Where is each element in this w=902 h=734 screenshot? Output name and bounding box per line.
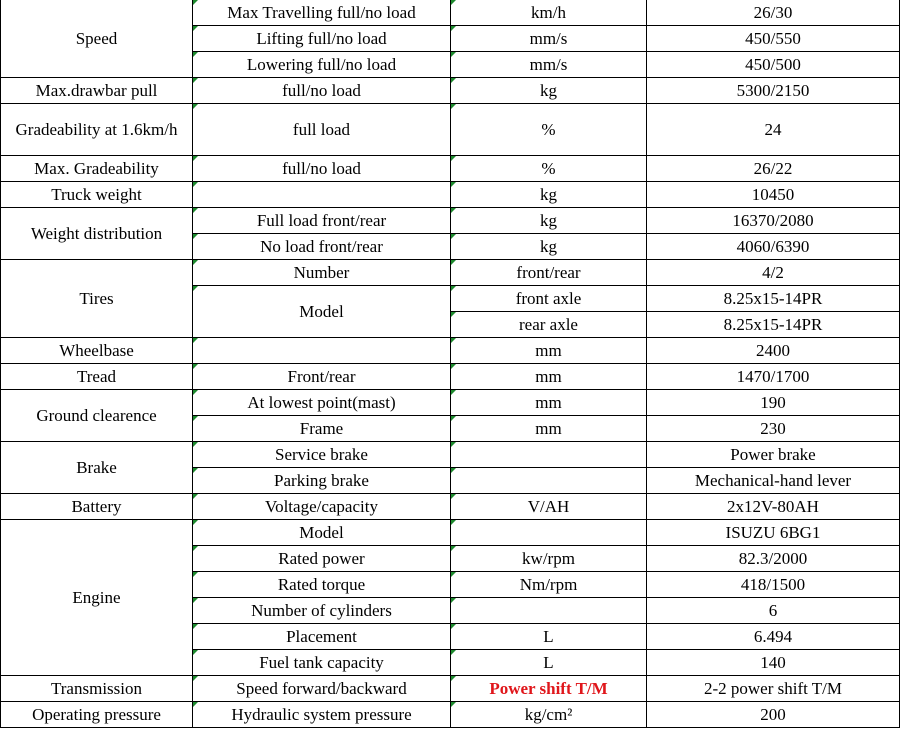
value-cell: 1470/1700 — [647, 364, 900, 390]
unit-cell: mm/s — [451, 52, 647, 78]
condition-cell: Frame — [193, 416, 451, 442]
cell-marker-icon — [193, 650, 198, 655]
condition-cell: Model — [193, 286, 451, 338]
cell-marker-icon — [451, 286, 456, 291]
row-label-tires: Tires — [1, 260, 193, 338]
cell-marker-icon — [451, 78, 456, 83]
value-cell: 2400 — [647, 338, 900, 364]
cell-marker-icon — [193, 26, 198, 31]
cell-marker-icon — [193, 0, 198, 5]
table-row — [1, 390, 900, 416]
value-cell: 450/550 — [647, 26, 900, 52]
condition-cell: Lifting full/no load — [193, 26, 451, 52]
unit-cell: L — [451, 650, 647, 676]
highlight-cell: Power shift T/M — [451, 676, 647, 702]
unit-cell: front axle — [451, 286, 647, 312]
unit-cell: L — [451, 624, 647, 650]
cell-marker-icon — [451, 104, 456, 109]
row-label-gradeability: Gradeability at 1.6km/h — [1, 104, 193, 156]
table-row — [1, 520, 900, 546]
cell-marker-icon — [193, 286, 198, 291]
row-label-truck-weight: Truck weight — [1, 182, 193, 208]
cell-marker-icon — [451, 208, 456, 213]
value-cell: 6 — [647, 598, 900, 624]
cell-marker-icon — [193, 624, 198, 629]
unit-cell — [451, 520, 647, 546]
condition-cell: full/no load — [193, 156, 451, 182]
cell-marker-icon — [193, 416, 198, 421]
cell-marker-icon — [451, 0, 456, 5]
condition-cell: Hydraulic system pressure — [193, 702, 451, 728]
cell-marker-icon — [193, 364, 198, 369]
table-row — [1, 494, 900, 520]
value-cell: 26/30 — [647, 0, 900, 26]
value-cell: 190 — [647, 390, 900, 416]
cell-marker-icon — [451, 598, 456, 603]
table-row — [1, 78, 900, 104]
cell-marker-icon — [193, 676, 198, 681]
condition-cell: Full load front/rear — [193, 208, 451, 234]
table-row — [1, 260, 900, 286]
unit-cell: kg — [451, 208, 647, 234]
unit-cell: front/rear — [451, 260, 647, 286]
condition-cell: Rated torque — [193, 572, 451, 598]
table-row — [1, 182, 900, 208]
value-cell: 26/22 — [647, 156, 900, 182]
condition-cell — [193, 338, 451, 364]
condition-cell: Voltage/capacity — [193, 494, 451, 520]
unit-cell: % — [451, 104, 647, 156]
cell-marker-icon — [451, 442, 456, 447]
unit-cell: rear axle — [451, 312, 647, 338]
value-cell: 2x12V-80AH — [647, 494, 900, 520]
condition-cell: Placement — [193, 624, 451, 650]
cell-marker-icon — [451, 52, 456, 57]
value-cell: 16370/2080 — [647, 208, 900, 234]
row-label-wheelbase: Wheelbase — [1, 338, 193, 364]
cell-marker-icon — [193, 702, 198, 707]
condition-cell: Rated power — [193, 546, 451, 572]
condition-cell: Lowering full/no load — [193, 52, 451, 78]
cell-marker-icon — [193, 156, 198, 161]
row-label-max-gradeability: Max. Gradeability — [1, 156, 193, 182]
cell-marker-icon — [193, 234, 198, 239]
cell-marker-icon — [193, 104, 198, 109]
cell-marker-icon — [451, 650, 456, 655]
cell-marker-icon — [193, 442, 198, 447]
unit-cell — [451, 442, 647, 468]
cell-marker-icon — [193, 260, 198, 265]
row-label-operating-pressure: Operating pressure — [1, 702, 193, 728]
value-cell: 2-2 power shift T/M — [647, 676, 900, 702]
unit-cell: kw/rpm — [451, 546, 647, 572]
condition-cell: Number — [193, 260, 451, 286]
cell-marker-icon — [451, 338, 456, 343]
value-cell: Power brake — [647, 442, 900, 468]
condition-cell: full/no load — [193, 78, 451, 104]
cell-marker-icon — [451, 182, 456, 187]
row-label-tread: Tread — [1, 364, 193, 390]
cell-marker-icon — [193, 52, 198, 57]
value-cell: 418/1500 — [647, 572, 900, 598]
unit-cell — [451, 468, 647, 494]
cell-marker-icon — [451, 416, 456, 421]
value-cell: 8.25x15-14PR — [647, 286, 900, 312]
unit-cell: kg — [451, 234, 647, 260]
cell-marker-icon — [193, 598, 198, 603]
unit-cell: % — [451, 156, 647, 182]
unit-cell: Nm/rpm — [451, 572, 647, 598]
unit-cell: V/AH — [451, 494, 647, 520]
cell-marker-icon — [451, 572, 456, 577]
condition-cell: Model — [193, 520, 451, 546]
row-label-ground-clearence: Ground clearence — [1, 390, 193, 442]
condition-cell: Number of cylinders — [193, 598, 451, 624]
table-row — [1, 104, 900, 156]
cell-marker-icon — [451, 494, 456, 499]
row-label-engine: Engine — [1, 520, 193, 676]
value-cell: 4060/6390 — [647, 234, 900, 260]
value-cell: 200 — [647, 702, 900, 728]
value-cell: 8.25x15-14PR — [647, 312, 900, 338]
row-label-drawbar-pull: Max.drawbar pull — [1, 78, 193, 104]
cell-marker-icon — [193, 572, 198, 577]
value-cell: 6.494 — [647, 624, 900, 650]
condition-cell: Speed forward/backward — [193, 676, 451, 702]
row-label-speed: Speed — [1, 0, 193, 78]
value-cell: 10450 — [647, 182, 900, 208]
condition-cell: Service brake — [193, 442, 451, 468]
condition-cell: At lowest point(mast) — [193, 390, 451, 416]
unit-cell: mm — [451, 364, 647, 390]
value-cell: 4/2 — [647, 260, 900, 286]
unit-cell — [451, 598, 647, 624]
value-cell: 140 — [647, 650, 900, 676]
cell-marker-icon — [193, 390, 198, 395]
value-cell: Mechanical-hand lever — [647, 468, 900, 494]
cell-marker-icon — [193, 182, 198, 187]
cell-marker-icon — [193, 338, 198, 343]
cell-marker-icon — [451, 468, 456, 473]
table-row — [1, 156, 900, 182]
cell-marker-icon — [451, 260, 456, 265]
cell-marker-icon — [451, 702, 456, 707]
cell-marker-icon — [193, 468, 198, 473]
unit-cell: mm — [451, 390, 647, 416]
row-label-brake: Brake — [1, 442, 193, 494]
row-label-weight-distribution: Weight distribution — [1, 208, 193, 260]
unit-cell: mm — [451, 416, 647, 442]
unit-cell: mm — [451, 338, 647, 364]
cell-marker-icon — [451, 312, 456, 317]
row-label-battery: Battery — [1, 494, 193, 520]
value-cell: 450/500 — [647, 52, 900, 78]
cell-marker-icon — [193, 520, 198, 525]
cell-marker-icon — [451, 546, 456, 551]
unit-cell: kg — [451, 182, 647, 208]
condition-cell — [193, 182, 451, 208]
cell-marker-icon — [451, 234, 456, 239]
table-row — [1, 364, 900, 390]
cell-marker-icon — [451, 390, 456, 395]
cell-marker-icon — [451, 364, 456, 369]
unit-cell: mm/s — [451, 26, 647, 52]
cell-marker-icon — [451, 624, 456, 629]
table-row — [1, 338, 900, 364]
condition-cell: Parking brake — [193, 468, 451, 494]
unit-cell: kg/cm² — [451, 702, 647, 728]
table-row — [1, 208, 900, 234]
cell-marker-icon — [451, 156, 456, 161]
value-cell: 24 — [647, 104, 900, 156]
cell-marker-icon — [193, 208, 198, 213]
value-cell: 5300/2150 — [647, 78, 900, 104]
table-row — [1, 442, 900, 468]
table-row — [1, 0, 900, 26]
row-label-transmission: Transmission — [1, 676, 193, 702]
cell-marker-icon — [193, 494, 198, 499]
cell-marker-icon — [451, 676, 456, 681]
condition-cell: No load front/rear — [193, 234, 451, 260]
cell-marker-icon — [451, 520, 456, 525]
condition-cell: Max Travelling full/no load — [193, 0, 451, 26]
table-row — [1, 676, 900, 702]
cell-marker-icon — [193, 78, 198, 83]
unit-cell: kg — [451, 78, 647, 104]
condition-cell: Front/rear — [193, 364, 451, 390]
table-row — [1, 702, 900, 728]
unit-cell: km/h — [451, 0, 647, 26]
cell-marker-icon — [193, 546, 198, 551]
value-cell: ISUZU 6BG1 — [647, 520, 900, 546]
value-cell: 82.3/2000 — [647, 546, 900, 572]
value-cell: 230 — [647, 416, 900, 442]
condition-cell: full load — [193, 104, 451, 156]
cell-marker-icon — [451, 26, 456, 31]
condition-cell: Fuel tank capacity — [193, 650, 451, 676]
